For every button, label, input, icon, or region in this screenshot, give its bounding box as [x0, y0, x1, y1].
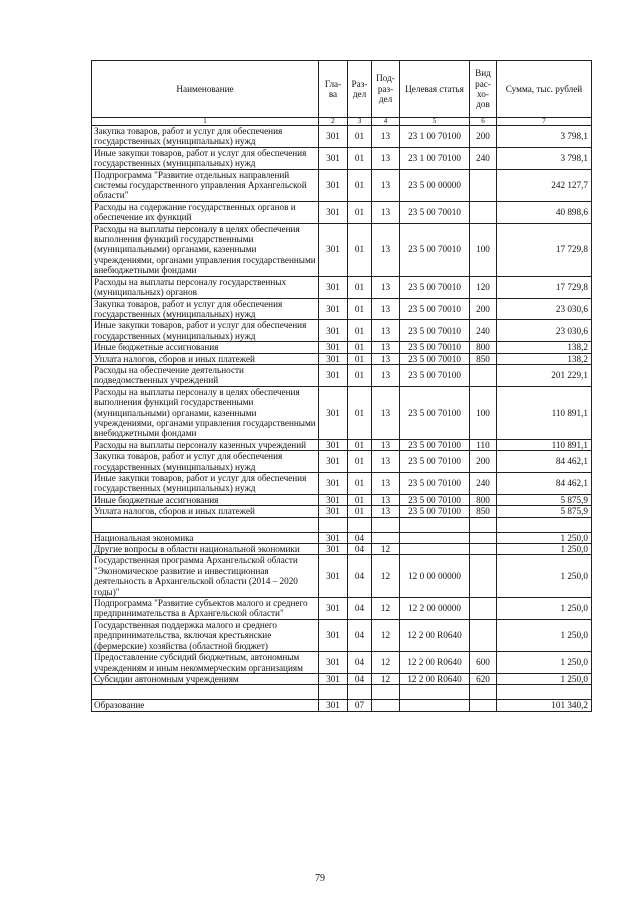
row-celevaya-statya: 23 1 00 70100 — [400, 147, 470, 169]
blank-cell — [400, 517, 470, 532]
row-summa: 201 229,1 — [497, 364, 592, 386]
row-podrazdel: 13 — [372, 353, 400, 364]
row-vid-raskhodov: 200 — [470, 298, 497, 320]
table-row — [92, 147, 592, 169]
row-razdel: 01 — [348, 201, 372, 223]
row-celevaya-statya: 23 5 00 70100 — [400, 473, 470, 495]
page-number: 79 — [315, 873, 325, 884]
row-podrazdel — [372, 532, 400, 543]
row-podrazdel: 13 — [372, 451, 400, 473]
row-razdel: 04 — [348, 532, 372, 543]
row-summa: 101 340,2 — [497, 700, 592, 711]
row-vid-raskhodov: 240 — [470, 147, 497, 169]
row-razdel: 01 — [348, 506, 372, 517]
row-name: Уплата налогов, сборов и иных платежей — [92, 353, 319, 364]
row-summa: 23 030,6 — [497, 320, 592, 342]
row-razdel: 04 — [348, 619, 372, 651]
row-razdel: 04 — [348, 555, 372, 598]
table-row — [92, 544, 592, 555]
budget-table-page — [91, 60, 591, 712]
row-name: Расходы на выплаты персоналу государственных (муниципальных) органов — [92, 276, 319, 298]
row-celevaya-statya: 23 5 00 70100 — [400, 439, 470, 450]
row-name: Закупка товаров, работ и услуг для обеспечения государственных (муниципальных) нужд — [92, 126, 319, 148]
row-glava: 301 — [319, 555, 348, 598]
table-row — [92, 386, 592, 439]
row-name: Расходы на содержание государственных органов и обеспечение их функций — [92, 201, 319, 223]
blank-cell — [348, 517, 372, 532]
row-summa: 1 250,0 — [497, 598, 592, 620]
row-glava: 301 — [319, 364, 348, 386]
blank-cell — [372, 517, 400, 532]
row-name: Расходы на выплаты персоналу в целях обеспечения выполнения функций государственными (муниципальными) органами, казенными учреждениями, органами управления государственными внебюджетными фондами — [92, 386, 319, 439]
blank-cell — [348, 685, 372, 700]
table-row — [92, 532, 592, 543]
row-vid-raskhodov: 850 — [470, 506, 497, 517]
row-podrazdel: 13 — [372, 342, 400, 353]
table-row — [92, 451, 592, 473]
row-podrazdel: 13 — [372, 386, 400, 439]
col-number: 6 — [470, 118, 497, 126]
table-row — [92, 673, 592, 684]
row-celevaya-statya: 23 5 00 70010 — [400, 320, 470, 342]
row-razdel: 04 — [348, 652, 372, 674]
row-glava: 301 — [319, 386, 348, 439]
row-name: Государственная поддержка малого и среднего предпринимательства, включая крестьянские (фермерские) хозяйства (областной бюджет) — [92, 619, 319, 651]
row-celevaya-statya — [400, 532, 470, 543]
row-vid-raskhodov — [470, 532, 497, 543]
header-vid: Вид рас-хо-дов — [470, 61, 497, 118]
row-glava: 301 — [319, 506, 348, 517]
row-podrazdel: 13 — [372, 506, 400, 517]
budget-table — [91, 60, 592, 712]
row-podrazdel: 13 — [372, 439, 400, 450]
row-vid-raskhodov — [470, 544, 497, 555]
header-glava: Гла-ва — [319, 61, 348, 118]
row-razdel: 01 — [348, 126, 372, 148]
table-row — [92, 169, 592, 201]
col-number: 5 — [400, 118, 470, 126]
row-razdel: 01 — [348, 386, 372, 439]
row-vid-raskhodov: 110 — [470, 439, 497, 450]
row-razdel: 01 — [348, 451, 372, 473]
row-razdel: 01 — [348, 473, 372, 495]
row-glava: 301 — [319, 126, 348, 148]
row-summa: 5 875,9 — [497, 494, 592, 505]
row-celevaya-statya: 23 5 00 00000 — [400, 169, 470, 201]
row-summa: 110 891,1 — [497, 439, 592, 450]
blank-row — [92, 685, 592, 700]
row-glava: 301 — [319, 439, 348, 450]
row-celevaya-statya: 12 2 00 00000 — [400, 598, 470, 620]
row-celevaya-statya: 23 5 00 70100 — [400, 494, 470, 505]
row-name: Расходы на обеспечение деятельности подведомственных учреждений — [92, 364, 319, 386]
row-vid-raskhodov — [470, 598, 497, 620]
table-row — [92, 619, 592, 651]
row-summa: 23 030,6 — [497, 298, 592, 320]
row-podrazdel: 13 — [372, 147, 400, 169]
row-glava: 301 — [319, 598, 348, 620]
row-celevaya-statya: 12 0 00 00000 — [400, 555, 470, 598]
row-celevaya-statya: 12 2 00 R0640 — [400, 673, 470, 684]
header-celevaya: Целевая статья — [400, 61, 470, 118]
row-podrazdel: 13 — [372, 364, 400, 386]
header-podrazdel: Под-раз-дел — [372, 61, 400, 118]
row-summa: 110 891,1 — [497, 386, 592, 439]
row-podrazdel: 13 — [372, 201, 400, 223]
row-podrazdel: 12 — [372, 555, 400, 598]
row-razdel: 01 — [348, 439, 372, 450]
row-vid-raskhodov: 100 — [470, 223, 497, 276]
row-vid-raskhodov — [470, 169, 497, 201]
row-podrazdel: 13 — [372, 298, 400, 320]
row-celevaya-statya: 23 5 00 70100 — [400, 506, 470, 517]
row-summa: 40 898,6 — [497, 201, 592, 223]
row-vid-raskhodov: 240 — [470, 320, 497, 342]
table-row — [92, 598, 592, 620]
row-vid-raskhodov: 800 — [470, 494, 497, 505]
col-number: 4 — [372, 118, 400, 126]
blank-cell — [470, 517, 497, 532]
header-razdel: Раз-дел — [348, 61, 372, 118]
row-summa: 84 462,1 — [497, 473, 592, 495]
row-podrazdel: 13 — [372, 320, 400, 342]
row-summa: 1 250,0 — [497, 532, 592, 543]
row-name: Другие вопросы в области национальной экономики — [92, 544, 319, 555]
row-podrazdel — [372, 700, 400, 711]
row-name: Расходы на выплаты персоналу в целях обеспечения выполнения функций государственными (муниципальными) органами, казенными учреждениями, органами управления государственными внебюджетными фондами — [92, 223, 319, 276]
row-summa: 17 729,8 — [497, 223, 592, 276]
row-summa: 1 250,0 — [497, 544, 592, 555]
table-row — [92, 506, 592, 517]
col-number: 1 — [92, 118, 319, 126]
row-podrazdel: 12 — [372, 544, 400, 555]
table-row — [92, 276, 592, 298]
row-razdel: 04 — [348, 544, 372, 555]
row-vid-raskhodov: 850 — [470, 353, 497, 364]
row-podrazdel: 13 — [372, 473, 400, 495]
row-name: Предоставление субсидий бюджетным, автономным учреждениям и иным некоммерческим организациям — [92, 652, 319, 674]
table-row — [92, 320, 592, 342]
table-row — [92, 555, 592, 598]
row-celevaya-statya — [400, 700, 470, 711]
row-glava: 301 — [319, 276, 348, 298]
table-row — [92, 298, 592, 320]
row-summa: 3 798,1 — [497, 147, 592, 169]
row-name: Иные бюджетные ассигнования — [92, 494, 319, 505]
table-row — [92, 700, 592, 711]
row-name: Образование — [92, 700, 319, 711]
row-razdel: 07 — [348, 700, 372, 711]
row-vid-raskhodov — [470, 364, 497, 386]
blank-cell — [497, 517, 592, 532]
table-row — [92, 494, 592, 505]
row-glava: 301 — [319, 673, 348, 684]
row-name: Субсидии автономным учреждениям — [92, 673, 319, 684]
table-row — [92, 201, 592, 223]
row-vid-raskhodov: 600 — [470, 652, 497, 674]
row-name: Подпрограмма "Развитие субъектов малого и среднего предпринимательства в Архангельской области" — [92, 598, 319, 620]
row-glava: 301 — [319, 353, 348, 364]
header-summa: Сумма, тыс. рублей — [497, 61, 592, 118]
col-number: 3 — [348, 118, 372, 126]
row-summa: 3 798,1 — [497, 126, 592, 148]
row-celevaya-statya: 23 1 00 70100 — [400, 126, 470, 148]
row-name: Закупка товаров, работ и услуг для обеспечения государственных (муниципальных) нужд — [92, 451, 319, 473]
row-name: Иные бюджетные ассигнования — [92, 342, 319, 353]
table-row — [92, 364, 592, 386]
row-name: Закупка товаров, работ и услуг для обеспечения государственных (муниципальных) нужд — [92, 298, 319, 320]
row-vid-raskhodov: 200 — [470, 126, 497, 148]
row-glava: 301 — [319, 494, 348, 505]
row-vid-raskhodov: 120 — [470, 276, 497, 298]
row-razdel: 01 — [348, 353, 372, 364]
row-vid-raskhodov — [470, 555, 497, 598]
table-row — [92, 342, 592, 353]
row-razdel: 01 — [348, 276, 372, 298]
col-number: 2 — [319, 118, 348, 126]
header-name: Наименование — [92, 61, 319, 118]
row-glava: 301 — [319, 619, 348, 651]
table-body — [92, 126, 592, 712]
row-name: Национальная экономика — [92, 532, 319, 543]
row-summa: 17 729,8 — [497, 276, 592, 298]
row-vid-raskhodov: 620 — [470, 673, 497, 684]
row-name: Уплата налогов, сборов и иных платежей — [92, 506, 319, 517]
column-number-row — [92, 118, 592, 126]
row-razdel: 01 — [348, 342, 372, 353]
row-celevaya-statya: 23 5 00 70100 — [400, 364, 470, 386]
row-celevaya-statya: 12 2 00 R0640 — [400, 619, 470, 651]
row-podrazdel: 13 — [372, 169, 400, 201]
row-glava: 301 — [319, 451, 348, 473]
row-summa: 5 875,9 — [497, 506, 592, 517]
row-glava: 301 — [319, 700, 348, 711]
row-glava: 301 — [319, 147, 348, 169]
row-podrazdel: 13 — [372, 276, 400, 298]
row-summa: 138,2 — [497, 353, 592, 364]
row-razdel: 04 — [348, 673, 372, 684]
row-celevaya-statya — [400, 544, 470, 555]
row-summa: 84 462,1 — [497, 451, 592, 473]
row-name: Иные закупки товаров, работ и услуг для обеспечения государственных (муниципальных) нужд — [92, 473, 319, 495]
table-row — [92, 353, 592, 364]
table-row — [92, 223, 592, 276]
row-vid-raskhodov: 200 — [470, 451, 497, 473]
blank-cell — [319, 685, 348, 700]
row-name: Подпрограмма "Развитие отдельных направлений системы государственного управления Архангельской области" — [92, 169, 319, 201]
header-row — [92, 61, 592, 118]
blank-cell — [372, 685, 400, 700]
row-summa: 1 250,0 — [497, 673, 592, 684]
row-razdel: 01 — [348, 169, 372, 201]
row-vid-raskhodov — [470, 619, 497, 651]
row-summa: 1 250,0 — [497, 619, 592, 651]
row-name: Государственная программа Архангельской области "Экономическое развитие и инвестиционная деятельность в Архангельской области (2014 – 2020 годы)" — [92, 555, 319, 598]
row-celevaya-statya: 23 5 00 70010 — [400, 342, 470, 353]
row-podrazdel: 12 — [372, 673, 400, 684]
row-glava: 301 — [319, 223, 348, 276]
row-vid-raskhodov: 100 — [470, 386, 497, 439]
row-summa: 138,2 — [497, 342, 592, 353]
row-glava: 301 — [319, 320, 348, 342]
row-razdel: 01 — [348, 298, 372, 320]
row-name: Иные закупки товаров, работ и услуг для обеспечения государственных (муниципальных) нужд — [92, 320, 319, 342]
row-glava: 301 — [319, 201, 348, 223]
row-podrazdel: 12 — [372, 598, 400, 620]
row-razdel: 04 — [348, 598, 372, 620]
row-name: Иные закупки товаров, работ и услуг для обеспечения государственных (муниципальных) нужд — [92, 147, 319, 169]
blank-cell — [319, 517, 348, 532]
row-podrazdel: 12 — [372, 652, 400, 674]
row-celevaya-statya: 23 5 00 70010 — [400, 353, 470, 364]
row-razdel: 01 — [348, 147, 372, 169]
row-summa: 1 250,0 — [497, 555, 592, 598]
row-celevaya-statya: 23 5 00 70010 — [400, 298, 470, 320]
row-glava: 301 — [319, 473, 348, 495]
row-vid-raskhodov — [470, 201, 497, 223]
row-celevaya-statya: 12 2 00 R0640 — [400, 652, 470, 674]
row-celevaya-statya: 23 5 00 70010 — [400, 223, 470, 276]
blank-cell — [497, 685, 592, 700]
row-celevaya-statya: 23 5 00 70010 — [400, 276, 470, 298]
row-razdel: 01 — [348, 364, 372, 386]
blank-cell — [470, 685, 497, 700]
row-podrazdel: 13 — [372, 223, 400, 276]
row-vid-raskhodov — [470, 700, 497, 711]
row-summa: 242 127,7 — [497, 169, 592, 201]
row-celevaya-statya: 23 5 00 70010 — [400, 201, 470, 223]
row-name: Расходы на выплаты персоналу казенных учреждений — [92, 439, 319, 450]
table-row — [92, 473, 592, 495]
blank-row — [92, 517, 592, 532]
row-podrazdel: 13 — [372, 494, 400, 505]
row-podrazdel: 12 — [372, 619, 400, 651]
blank-cell — [92, 685, 319, 700]
row-vid-raskhodov: 800 — [470, 342, 497, 353]
row-razdel: 01 — [348, 320, 372, 342]
row-glava: 301 — [319, 652, 348, 674]
row-glava: 301 — [319, 544, 348, 555]
row-razdel: 01 — [348, 223, 372, 276]
row-vid-raskhodov: 240 — [470, 473, 497, 495]
blank-cell — [92, 517, 319, 532]
table-row — [92, 126, 592, 148]
row-celevaya-statya: 23 5 00 70100 — [400, 386, 470, 439]
row-celevaya-statya: 23 5 00 70100 — [400, 451, 470, 473]
row-podrazdel: 13 — [372, 126, 400, 148]
row-glava: 301 — [319, 169, 348, 201]
row-razdel: 01 — [348, 494, 372, 505]
table-row — [92, 439, 592, 450]
col-number: 7 — [497, 118, 592, 126]
blank-cell — [400, 685, 470, 700]
row-glava: 301 — [319, 532, 348, 543]
row-glava: 301 — [319, 298, 348, 320]
row-summa: 1 250,0 — [497, 652, 592, 674]
table-row — [92, 652, 592, 674]
row-glava: 301 — [319, 342, 348, 353]
